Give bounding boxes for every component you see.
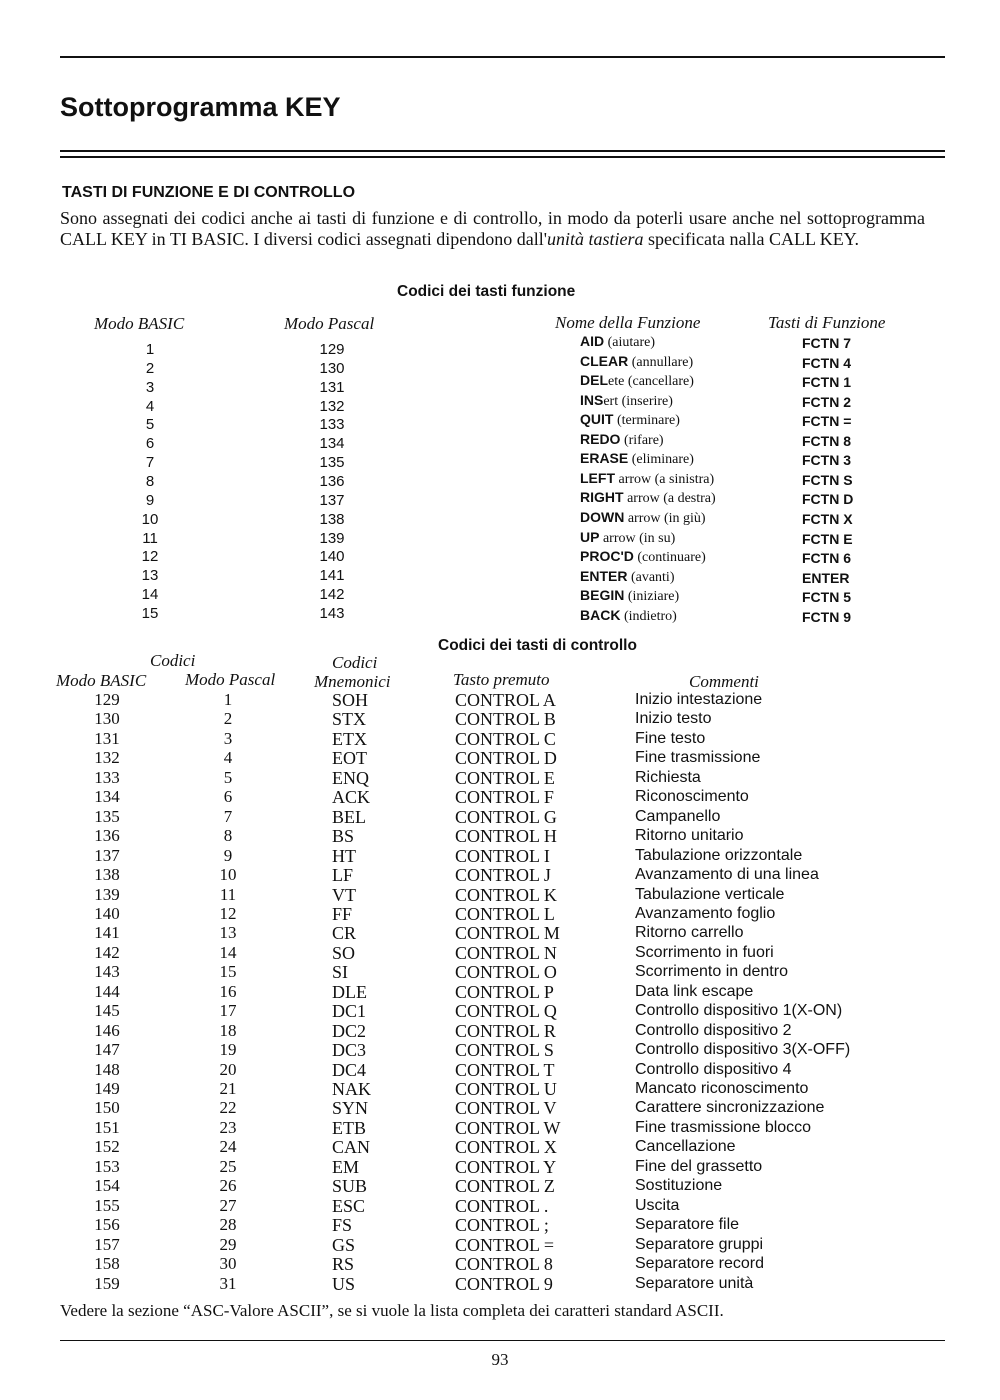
- function-name-desc: (iniziare): [624, 589, 680, 605]
- control-pascal-code: 29: [219, 1234, 237, 1254]
- footnote: Vedere la sezione “ASC-Valore ASCII”, se si vuole la lista completa dei caratteri standard ASCII.: [60, 1301, 724, 1320]
- control-comment: Fine trasmissione blocco: [635, 1118, 812, 1136]
- control-comment: Controllo dispositivo 1(X-ON): [635, 1002, 843, 1020]
- control-comment: Ritorno carrello: [635, 924, 744, 942]
- control-comment: Avanzamento di una linea: [635, 866, 819, 884]
- control-basic-code: 130: [94, 709, 120, 729]
- function-name-desc: (aiutare): [604, 335, 656, 350]
- function-name-abbrev: CLEAR: [580, 352, 629, 369]
- control-pascal-code: 26: [219, 1176, 237, 1196]
- function-name-abbrev: UP: [580, 528, 600, 545]
- control-basic-code: 132: [94, 748, 120, 768]
- page-title: Sottoprogramma KEY: [60, 92, 341, 122]
- function-name-abbrev: LEFT: [580, 469, 615, 486]
- control-basic-code: 131: [94, 728, 120, 748]
- function-name: [580, 470, 714, 488]
- control-mnemonic: ETX: [332, 728, 367, 749]
- intro-text: Sono assegnati dei codici anche ai tasti di funzione e di controllo, in modo da poterli usare anche nel sottoprogramma CALL KEY in TI BASIC. I diversi codici assegnati dipendono dall': [60, 208, 925, 249]
- function-key: FCTN 3: [802, 452, 851, 469]
- control-mnemonic: SUB: [332, 1176, 368, 1197]
- function-name-abbrev: ENTER: [580, 567, 628, 584]
- control-key: CONTROL T: [455, 1059, 555, 1080]
- function-basic-code: 3: [145, 378, 155, 396]
- control-basic-code: 153: [94, 1156, 120, 1176]
- control-key: CONTROL D: [455, 748, 557, 769]
- control-basic-code: 139: [94, 884, 120, 904]
- function-pascal-code: 134: [319, 435, 345, 453]
- control-mnemonic: STX: [332, 709, 367, 730]
- control-pascal-code: 14: [219, 942, 237, 962]
- control-mnemonic: ESC: [332, 1195, 366, 1216]
- control-header-mnemonici: Mnemonici: [314, 672, 391, 691]
- function-key: ENTER: [802, 569, 850, 586]
- control-mnemonic: ENQ: [332, 767, 369, 788]
- control-header-commenti: Commenti: [689, 672, 759, 691]
- function-name-desc: ete (cancellare): [608, 374, 694, 390]
- control-comment: Tabulazione orizzontale: [635, 846, 803, 864]
- control-pascal-code: 8: [223, 826, 233, 846]
- control-pascal-code: 30: [219, 1254, 237, 1274]
- function-pascal-code: 135: [319, 454, 345, 472]
- control-pascal-code: 2: [223, 709, 233, 729]
- control-comment: Separatore gruppi: [635, 1235, 764, 1253]
- control-comment: Fine del grassetto: [635, 1157, 763, 1175]
- control-basic-code: 133: [94, 767, 120, 787]
- control-comment: Separatore unità: [635, 1274, 754, 1292]
- control-basic-code: 152: [94, 1137, 120, 1157]
- control-mnemonic: FF: [332, 903, 353, 924]
- control-pascal-code: 20: [219, 1059, 237, 1079]
- control-pascal-code: 15: [219, 962, 237, 982]
- control-mnemonic: DC4: [332, 1059, 367, 1080]
- control-basic-code: 141: [94, 923, 120, 943]
- control-comment: Sostituzione: [635, 1177, 723, 1195]
- function-name-desc: arrow (a sinistra): [615, 471, 715, 487]
- control-mnemonic: VT: [332, 884, 356, 905]
- control-mnemonic: US: [332, 1273, 356, 1294]
- function-basic-code: 14: [141, 586, 159, 604]
- control-key: CONTROL G: [455, 806, 557, 827]
- function-pascal-code: 133: [319, 416, 345, 434]
- control-comment: Ritorno unitario: [635, 827, 744, 845]
- function-name: [580, 431, 664, 449]
- function-name-abbrev: DEL: [580, 372, 608, 389]
- function-name: [580, 568, 674, 586]
- control-key: CONTROL R: [455, 1020, 556, 1041]
- control-pascal-code: 12: [219, 903, 237, 923]
- control-basic-code: 136: [94, 826, 120, 846]
- section-title: TASTI DI FUNZIONE E DI CONTROLLO: [62, 184, 356, 201]
- control-basic-code: 147: [94, 1040, 120, 1060]
- function-basic-code: 13: [141, 567, 159, 585]
- function-name-abbrev: ERASE: [580, 450, 629, 467]
- control-basic-code: 146: [94, 1020, 120, 1040]
- control-basic-code: 155: [94, 1195, 120, 1215]
- title-double-rule-bottom: [60, 156, 945, 158]
- control-mnemonic: BEL: [332, 806, 366, 827]
- control-pascal-code: 18: [219, 1020, 237, 1040]
- control-pascal-code: 28: [219, 1215, 237, 1235]
- function-pascal-code: 137: [319, 491, 345, 509]
- control-pascal-code: 7: [223, 806, 233, 826]
- control-key: CONTROL M: [455, 923, 560, 944]
- control-pascal-code: 23: [219, 1117, 237, 1137]
- function-basic-code: 11: [142, 529, 158, 547]
- control-mnemonic: BS: [332, 826, 355, 847]
- control-key: CONTROL =: [455, 1234, 554, 1255]
- function-basic-code: 6: [145, 435, 155, 453]
- control-mnemonic: EM: [332, 1156, 359, 1177]
- control-mnemonic: DLE: [332, 981, 367, 1002]
- function-name: [580, 489, 716, 507]
- control-basic-code: 143: [94, 962, 120, 982]
- function-pascal-code: 142: [319, 586, 345, 604]
- function-key: FCTN S: [802, 471, 853, 488]
- control-pascal-code: 17: [219, 1001, 237, 1021]
- function-name-desc: ert (inserire): [603, 393, 673, 409]
- function-key: FCTN 6: [802, 550, 851, 567]
- top-rule: [60, 56, 945, 58]
- control-key: CONTROL 8: [455, 1254, 553, 1275]
- control-mnemonic: RS: [332, 1254, 355, 1275]
- control-comment: Scorrimento in dentro: [635, 963, 788, 981]
- function-key: FCTN 5: [802, 589, 851, 606]
- control-pascal-code: 9: [223, 845, 233, 865]
- control-pascal-code: 4: [223, 748, 233, 768]
- control-key: CONTROL N: [455, 942, 557, 963]
- control-comment: Separatore record: [635, 1255, 764, 1273]
- function-header-keys: Tasti di Funzione: [768, 313, 886, 332]
- control-pascal-code: 21: [219, 1079, 237, 1098]
- control-comment: Carattere sincronizzazione: [635, 1099, 825, 1117]
- function-key: FCTN 7: [802, 335, 851, 351]
- page-number: 93: [491, 1350, 509, 1369]
- function-basic-code: 12: [141, 548, 159, 566]
- function-name: [580, 372, 694, 390]
- control-key: CONTROL L: [455, 903, 555, 924]
- control-key: CONTROL U: [455, 1079, 557, 1099]
- control-key: CONTROL Y: [455, 1156, 557, 1177]
- control-pascal-code: 11: [219, 884, 237, 904]
- control-mnemonic: LF: [332, 865, 354, 886]
- control-basic-code: 151: [94, 1117, 120, 1137]
- control-pascal-code: 25: [219, 1156, 237, 1176]
- function-name-desc: (indietro): [620, 608, 677, 624]
- control-basic-code: 134: [94, 787, 120, 807]
- function-basic-code: 15: [141, 604, 159, 622]
- control-pascal-code: 16: [219, 981, 237, 1001]
- function-name-desc: (eliminare): [628, 452, 694, 468]
- control-header-tasto: Tasto premuto: [453, 670, 550, 689]
- function-name: [580, 411, 680, 429]
- function-basic-code: 2: [145, 359, 155, 377]
- function-name-abbrev: RIGHT: [580, 489, 624, 506]
- function-name-desc: (terminare): [613, 413, 680, 429]
- function-pascal-code: 139: [319, 529, 345, 547]
- function-pascal-code: 138: [319, 510, 345, 528]
- function-key: FCTN 1: [802, 374, 851, 391]
- control-table-caption: Codici dei tasti di controllo: [438, 637, 637, 654]
- control-pascal-code: 22: [219, 1098, 237, 1118]
- control-basic-code: 158: [94, 1254, 120, 1274]
- control-basic-code: 144: [94, 981, 120, 1001]
- function-pascal-code: 131: [319, 378, 345, 396]
- function-basic-code: 1: [145, 341, 155, 358]
- control-pascal-code: 19: [219, 1040, 237, 1060]
- function-name-abbrev: BACK: [580, 606, 621, 623]
- control-header-codici: Codici: [150, 651, 196, 670]
- function-basic-code: 5: [145, 416, 155, 434]
- control-mnemonic: CAN: [332, 1137, 371, 1158]
- control-key: CONTROL I: [455, 845, 550, 866]
- control-comment: Richiesta: [635, 768, 701, 786]
- intro-italic-text: unità tastiera: [547, 229, 644, 249]
- title-double-rule-top: [60, 150, 945, 152]
- control-basic-code: 157: [94, 1234, 120, 1254]
- control-comment: Mancato riconoscimento: [635, 1080, 809, 1097]
- control-key: CONTROL K: [455, 884, 557, 905]
- control-basic-code: 149: [94, 1079, 120, 1098]
- function-name-abbrev: AID: [580, 333, 605, 349]
- function-name-desc: arrow (in su): [599, 530, 676, 546]
- control-header-mnemonici-top: Codici: [332, 653, 378, 672]
- control-mnemonic: EOT: [332, 748, 367, 769]
- control-mnemonic: SO: [332, 942, 356, 963]
- control-basic-code: 140: [94, 903, 120, 923]
- function-key: FCTN E: [802, 530, 853, 547]
- function-pascal-code: 132: [319, 397, 345, 415]
- function-key: FCTN X: [802, 510, 853, 527]
- function-header-basic: Modo BASIC: [94, 314, 185, 333]
- control-basic-code: 156: [94, 1215, 120, 1235]
- control-basic-code: 138: [94, 865, 120, 885]
- function-pascal-code: 141: [319, 567, 345, 585]
- control-key: CONTROL J: [455, 865, 551, 886]
- function-name-desc: (avanti): [627, 569, 675, 585]
- control-key: CONTROL S: [455, 1040, 554, 1061]
- function-name-desc: (continuare): [633, 550, 706, 566]
- control-basic-code: 129: [94, 690, 120, 709]
- control-basic-code: 142: [94, 942, 120, 962]
- function-table-caption: Codici dei tasti funzione: [397, 283, 576, 300]
- function-name-desc: arrow (a destra): [623, 491, 716, 507]
- intro-text-end: specificata nalla CALL KEY.: [643, 229, 859, 249]
- control-basic-code: 135: [94, 806, 120, 826]
- function-name: [580, 587, 679, 605]
- function-key: FCTN 2: [802, 393, 851, 410]
- control-mnemonic: HT: [332, 845, 356, 866]
- footer-rule: [60, 1340, 945, 1341]
- control-mnemonic: ETB: [332, 1117, 366, 1138]
- function-name: [580, 450, 694, 468]
- control-comment: Avanzamento foglio: [635, 904, 776, 922]
- function-name-abbrev: QUIT: [580, 411, 614, 428]
- control-comment: Controllo dispositivo 3(X-OFF): [635, 1041, 851, 1059]
- control-pascal-code: 27: [219, 1195, 237, 1215]
- control-pascal-code: 5: [223, 767, 233, 787]
- control-key: CONTROL E: [455, 767, 555, 788]
- function-name-desc: (rifare): [620, 432, 664, 448]
- function-name-desc: arrow (in giù): [624, 510, 706, 526]
- function-pascal-code: 129: [319, 341, 345, 358]
- control-basic-code: 137: [94, 845, 120, 865]
- control-key: CONTROL Q: [455, 1001, 557, 1022]
- control-comment: Fine testo: [635, 729, 706, 747]
- function-pascal-code: 143: [319, 604, 345, 622]
- control-comment: Data link escape: [635, 982, 754, 1000]
- control-basic-code: 148: [94, 1059, 120, 1079]
- control-key: CONTROL A: [455, 690, 556, 710]
- control-key: CONTROL ;: [455, 1215, 549, 1236]
- intro-paragraph: [60, 208, 925, 250]
- control-key: CONTROL P: [455, 981, 554, 1002]
- control-comment: Campanello: [635, 807, 721, 825]
- control-pascal-code: 24: [219, 1137, 237, 1157]
- control-pascal-code: 10: [219, 865, 237, 885]
- control-basic-code: 159: [94, 1273, 120, 1293]
- control-mnemonic: ACK: [332, 787, 371, 808]
- control-mnemonic: SI: [332, 962, 349, 983]
- function-basic-code: 7: [145, 454, 155, 472]
- control-mnemonic: GS: [332, 1234, 356, 1255]
- control-key: CONTROL .: [455, 1195, 549, 1216]
- function-name-abbrev: DOWN: [580, 508, 625, 525]
- control-mnemonic: SYN: [332, 1098, 369, 1119]
- control-key: CONTROL O: [455, 962, 557, 983]
- control-comment: Scorrimento in fuori: [635, 943, 774, 961]
- function-name: [580, 392, 673, 410]
- function-header-name: Nome della Funzione: [555, 313, 701, 332]
- function-key: FCTN D: [802, 491, 854, 508]
- control-mnemonic: SOH: [332, 690, 369, 710]
- control-pascal-code: 1: [223, 690, 233, 709]
- control-mnemonic: DC1: [332, 1001, 367, 1022]
- control-key: CONTROL B: [455, 709, 556, 730]
- function-pascal-code: 136: [319, 472, 345, 490]
- function-pascal-code: 140: [319, 548, 345, 566]
- control-pascal-code: 31: [219, 1273, 237, 1293]
- control-key: CONTROL C: [455, 728, 556, 749]
- function-basic-code: 9: [145, 491, 155, 509]
- function-name: [580, 353, 693, 371]
- control-basic-code: 154: [94, 1176, 120, 1196]
- control-key: CONTROL V: [455, 1098, 557, 1119]
- control-key: CONTROL X: [455, 1137, 557, 1158]
- function-name-abbrev: BEGIN: [580, 587, 625, 604]
- function-key: FCTN 9: [802, 608, 851, 625]
- function-basic-code: 8: [145, 472, 155, 490]
- control-comment: Inizio testo: [635, 710, 712, 728]
- control-key: CONTROL Z: [455, 1176, 555, 1197]
- function-key: FCTN 8: [802, 432, 851, 449]
- control-comment: Uscita: [635, 1196, 680, 1214]
- control-pascal-code: 6: [223, 787, 233, 807]
- control-mnemonic: CR: [332, 923, 357, 944]
- control-key: CONTROL W: [455, 1117, 561, 1138]
- function-name: [580, 333, 655, 351]
- control-key: CONTROL 9: [455, 1273, 553, 1294]
- control-pascal-code: 3: [223, 728, 233, 748]
- control-comment: Riconoscimento: [635, 788, 749, 806]
- control-comment: Inizio intestazione: [635, 691, 763, 708]
- function-name-abbrev: PROC'D: [580, 548, 634, 565]
- control-comment: Cancellazione: [635, 1138, 736, 1156]
- function-name-desc: (annullare): [628, 354, 694, 370]
- control-comment: Fine trasmissione: [635, 749, 761, 767]
- control-mnemonic: FS: [332, 1215, 353, 1236]
- function-name: [580, 548, 706, 566]
- function-basic-code: 10: [141, 510, 159, 528]
- control-mnemonic: DC3: [332, 1040, 367, 1061]
- function-header-pascal: Modo Pascal: [284, 314, 375, 333]
- control-pascal-code: 13: [219, 923, 237, 943]
- control-key: CONTROL F: [455, 787, 554, 808]
- control-mnemonic: DC2: [332, 1020, 367, 1041]
- control-comment: Tabulazione verticale: [635, 885, 785, 903]
- function-basic-code: 4: [145, 397, 155, 415]
- function-pascal-code: 130: [319, 359, 345, 377]
- function-name: [580, 529, 675, 547]
- function-name: [580, 509, 706, 527]
- function-key: FCTN =: [802, 413, 852, 430]
- function-name: [580, 607, 677, 625]
- control-key: CONTROL H: [455, 826, 557, 847]
- control-comment: Controllo dispositivo 4: [635, 1060, 792, 1078]
- control-header-pascal: Modo Pascal: [185, 670, 276, 689]
- control-basic-code: 145: [94, 1001, 120, 1021]
- control-comment: Separatore file: [635, 1216, 740, 1234]
- control-header-basic: Modo BASIC: [56, 671, 147, 690]
- control-basic-code: 150: [94, 1098, 120, 1118]
- function-name-abbrev: INS: [580, 391, 604, 408]
- control-mnemonic: NAK: [332, 1079, 371, 1099]
- function-name-abbrev: REDO: [580, 430, 621, 447]
- function-key: FCTN 4: [802, 354, 851, 371]
- control-comment: Controllo dispositivo 2: [635, 1021, 792, 1039]
